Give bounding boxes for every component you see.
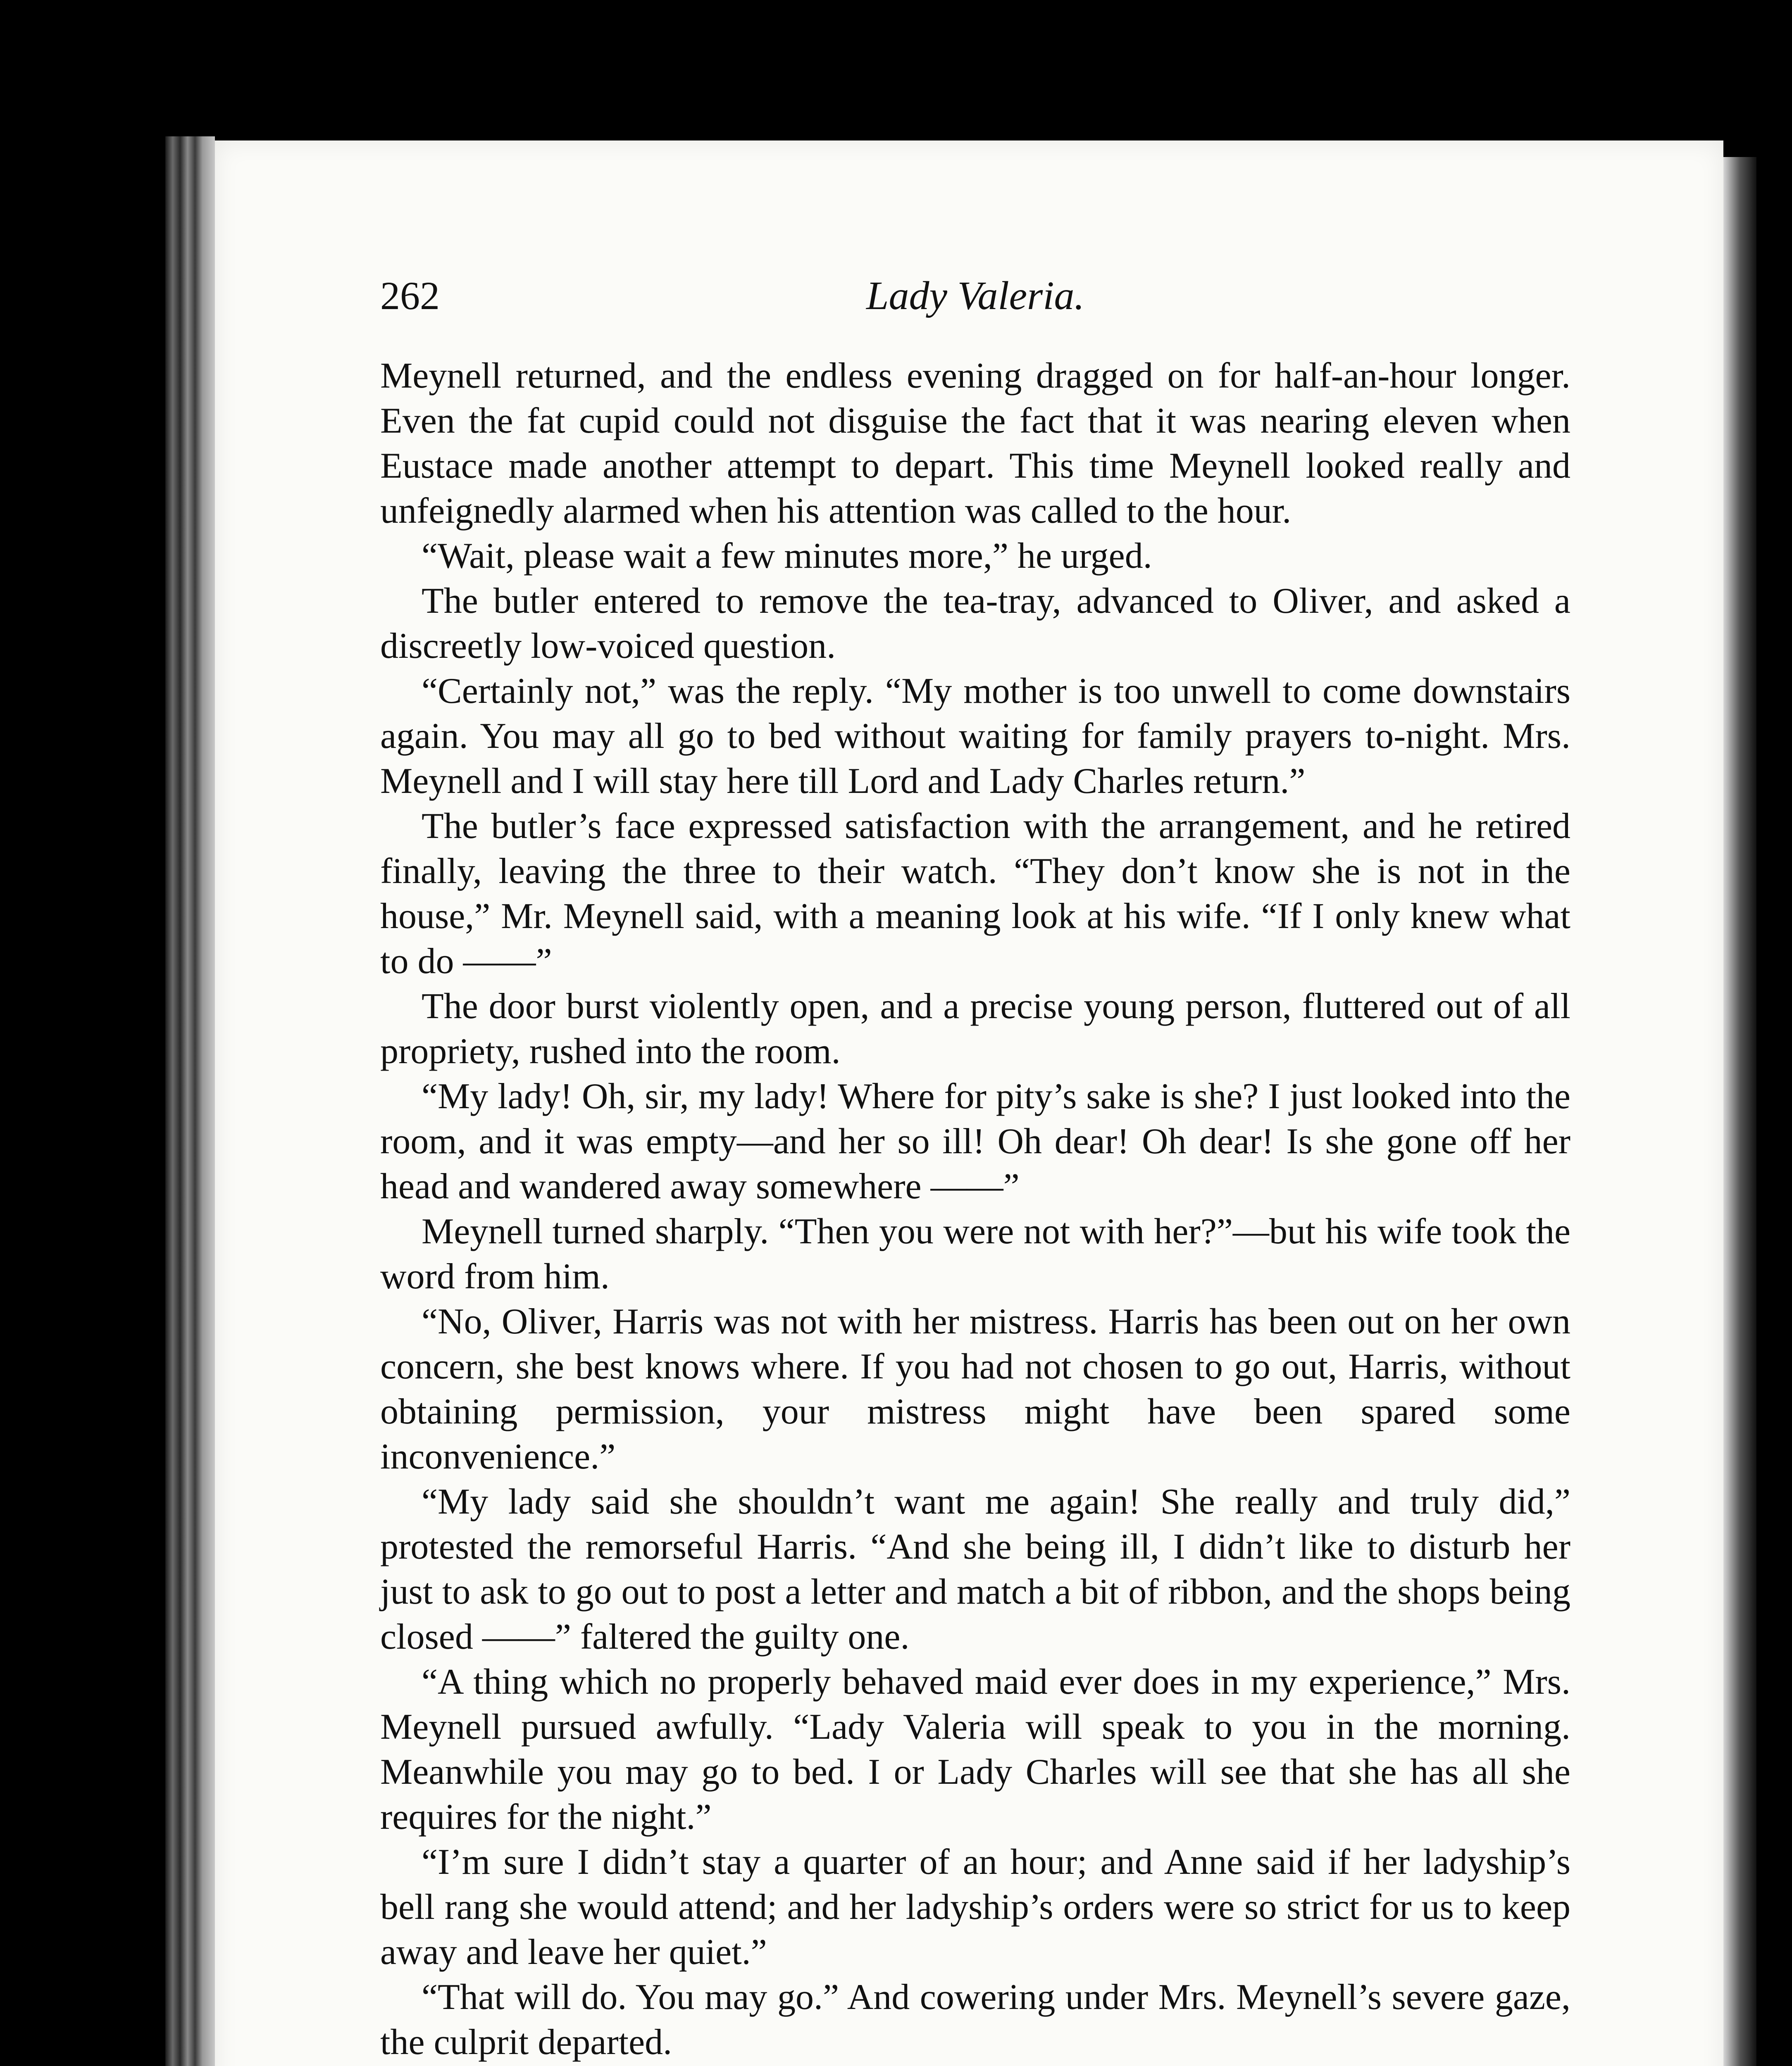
paragraph: “No, Oliver, Harris was not with her mistress. Harris has been out on her own concern, she best knows where. If you had not chosen to go out, Harris, without obtaining permission, your mistress might have been spared some inconvenience.” xyxy=(380,1302,1570,1477)
paragraph: “My lady said she shouldn’t want me again! She really and truly did,” protested the remorseful Harris. “And she being ill, I didn’t like to disturb her just to ask to go out to post a letter and match a bit of ribbon, and the shops being closed ——” faltered the guilty one. xyxy=(380,1482,1570,1657)
paragraph: “That will do. You may go.” And cowering under Mrs. Meynell’s severe gaze, the culprit departed. xyxy=(380,1977,1570,2062)
page-number: 262 xyxy=(380,274,440,318)
book-binding-edge xyxy=(165,136,215,2066)
paragraph: “Certainly not,” was the reply. “My mother is too unwell to come downstairs again. You may all go to bed without waiting for family prayers to-night. Mrs. Meynell and I will stay here till Lord and Lady Charles return.” xyxy=(380,671,1570,801)
paragraph: “My lady! Oh, sir, my lady! Where for pity’s sake is she? I just looked into the room, and it was empty—and her so ill! Oh dear! Oh dear! Is she gone off her head and wandered away somewhere ——” xyxy=(380,1076,1570,1207)
running-head xyxy=(380,273,1570,331)
paragraph: The butler’s face expressed satisfaction with the arrangement, and he retired finally, leaving the three to their watch. “They don’t know she is not in the house,” Mr. Meynell said, with a meaning look at his wife. “If I only knew what to do ——” xyxy=(380,806,1570,981)
paragraph: “Wait, please wait a few minutes more,” he urged. xyxy=(422,536,1152,576)
paragraph: Meynell returned, and the endless evening dragged on for half-an-hour longer. Even the fat cupid could not disguise the fact that it was nearing eleven when Eustace made another attempt to depart. This time Meynell looked really and unfeignedly alarmed when his attention was called to the hour. xyxy=(380,356,1570,531)
paragraph: “I’m sure I didn’t stay a quarter of an hour; and Anne said if her ladyship’s bell rang she would attend; and her ladyship’s orders were so strict for us to keep away and leave her quiet.” xyxy=(380,1842,1570,1972)
paragraph: The butler entered to remove the tea-tray, advanced to Oliver, and asked a discreetly low-voiced question. xyxy=(380,581,1570,666)
page-right-edge xyxy=(1723,157,1756,2066)
body-text xyxy=(380,353,1570,2066)
paragraph: “A thing which no properly behaved maid ever does in my experience,” Mrs. Meynell pursued awfully. “Lady Valeria will speak to you in the morning. Meanwhile you may go to bed. I or Lady Charles will see that she has all she requires for the night.” xyxy=(380,1662,1570,1837)
paragraph: The door burst violently open, and a precise young person, fluttered out of all propriety, rushed into the room. xyxy=(380,986,1570,1071)
running-title: Lady Valeria. xyxy=(866,274,1085,318)
paragraph: Meynell turned sharply. “Then you were not with her?”—but his wife took the word from him. xyxy=(380,1212,1570,1297)
